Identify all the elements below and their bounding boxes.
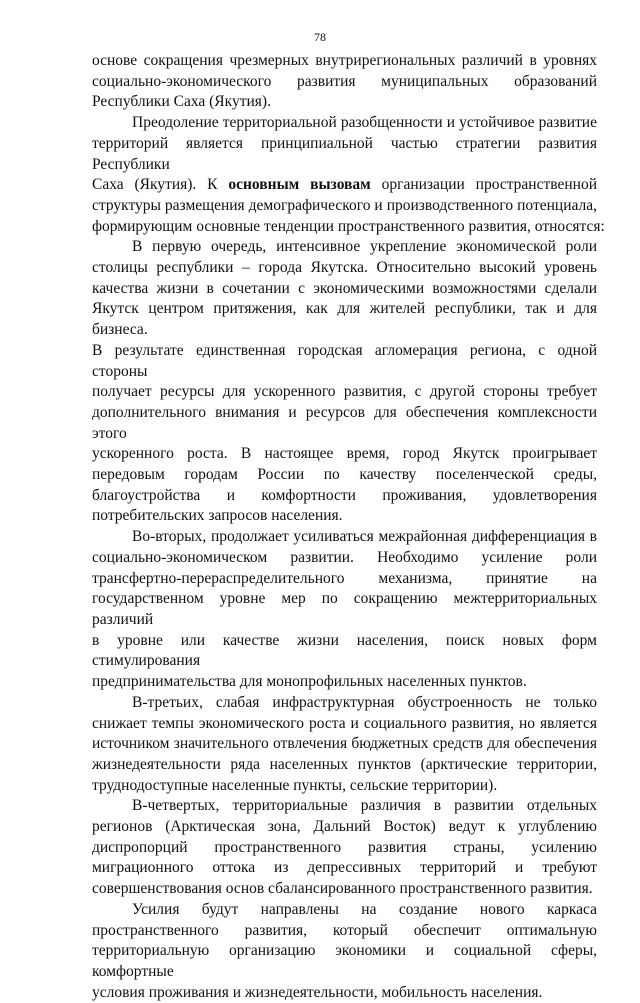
text-line: жизнедеятельности ряда населенных пунктов (арктические территории,	[92, 755, 597, 773]
text-line: труднодоступные населенные пункты, сельские территории).	[92, 776, 498, 794]
text-line: столицы республики – города Якутска. Относительно высокий уровень	[92, 259, 597, 277]
text-line: источником значительного отвлечения бюджетных средств для обеспечения	[92, 735, 597, 753]
text-line: Преодоление территориальной разобщенности и устойчивое развитие	[132, 114, 597, 132]
paragraph-p2	[92, 113, 605, 237]
text-line: трансфертно-перераспределительного механизма, принятие на	[92, 569, 597, 587]
text-line: потребительских запросов населения.	[92, 507, 343, 525]
paragraph-p3	[92, 237, 597, 527]
text-line: дополнительного внимания и ресурсов для обеспечения комплексности этого	[92, 403, 597, 442]
paragraph-p5	[92, 693, 597, 797]
text-line: передовым городам России по качеству поселенческой среды,	[92, 466, 597, 484]
text-line: регионов (Арктическая зона, Дальний Восток) ведут к углублению	[92, 818, 597, 836]
paragraph-p4	[92, 527, 597, 693]
text-line: ускоренного роста. В настоящее время, город Якутск проигрывает	[92, 445, 597, 463]
text-line: совершенствования основ сбалансированного пространственного развития.	[92, 880, 593, 898]
text-line: социально-экономическом развитии. Необходимо усиление роли	[92, 548, 597, 566]
text-line: основе сокращения чрезмерных внутрирегиональных различий в уровнях	[92, 52, 597, 69]
paragraph-p1	[92, 51, 597, 113]
text-line: территориальную организацию экономики и социальной сферы, комфортные	[92, 942, 597, 980]
text-line: Во-вторых, продолжает усиливаться межрайонная дифференциация в	[132, 528, 597, 546]
paragraph-p7	[92, 900, 597, 1003]
text-line: условия проживания и жизнедеятельности, мобильность населения.	[92, 983, 543, 1001]
text-line: В результате единственная городская агломерация региона, с одной стороны	[92, 341, 597, 380]
bold-phrase: основным вызовам	[228, 176, 371, 194]
document-body	[92, 51, 605, 1003]
text-line: снижает темпы экономического роста и социального развития, но является	[92, 714, 597, 732]
text-line: Республики Саха (Якутия).	[92, 93, 271, 111]
text-line: качества жизни в сочетании с экономическими возможностями сделали	[92, 279, 597, 297]
paragraph-p6	[92, 796, 597, 900]
text-line: благоустройства и комфортности проживания, удовлетворения	[92, 486, 597, 504]
text-line: пространственного развития, который обеспечит оптимальную	[92, 921, 597, 939]
text-line: в уровне или качестве жизни населения, поиск новых форм стимулирования	[92, 631, 597, 670]
text-line: диспропорций пространственного развития страны, усилению	[92, 838, 597, 856]
text-line: миграционного оттока из депрессивных территорий и требуют	[92, 859, 597, 877]
text-line: формирующим основные тенденции пространственного развития, относятся:	[92, 217, 605, 235]
text-line: государственном уровне мер по сокращению межтерриториальных различий	[92, 590, 597, 628]
text-line: В первую очередь, интенсивное укрепление экономической роли	[132, 238, 597, 256]
text-line: Якутск центром притяжения, как для жителей республики, так и для бизнеса.	[92, 300, 597, 339]
text-line: В-четвертых, территориальные различия в развитии отдельных	[132, 797, 597, 815]
text-line: территорий является принципиальной частью стратегии развития Республики	[92, 134, 597, 173]
text-line: предпринимательства для монопрофильных населенных пунктов.	[92, 673, 527, 691]
text-line: Усилия будут направлены на создание нового каркаса	[132, 900, 597, 918]
text-line: получает ресурсы для ускоренного развития, с другой стороны требует	[92, 383, 597, 401]
text-line: социально-экономического развития муниципальных образований	[92, 72, 597, 90]
text-line: Саха (Якутия). К основным вызовам организации пространственной	[92, 176, 597, 194]
text-line: структуры размещения демографического и производственного потенциала,	[92, 196, 597, 214]
page-number: 78	[314, 30, 326, 44]
text-line: В-третьих, слабая инфраструктурная обустроенность не только	[132, 693, 597, 711]
